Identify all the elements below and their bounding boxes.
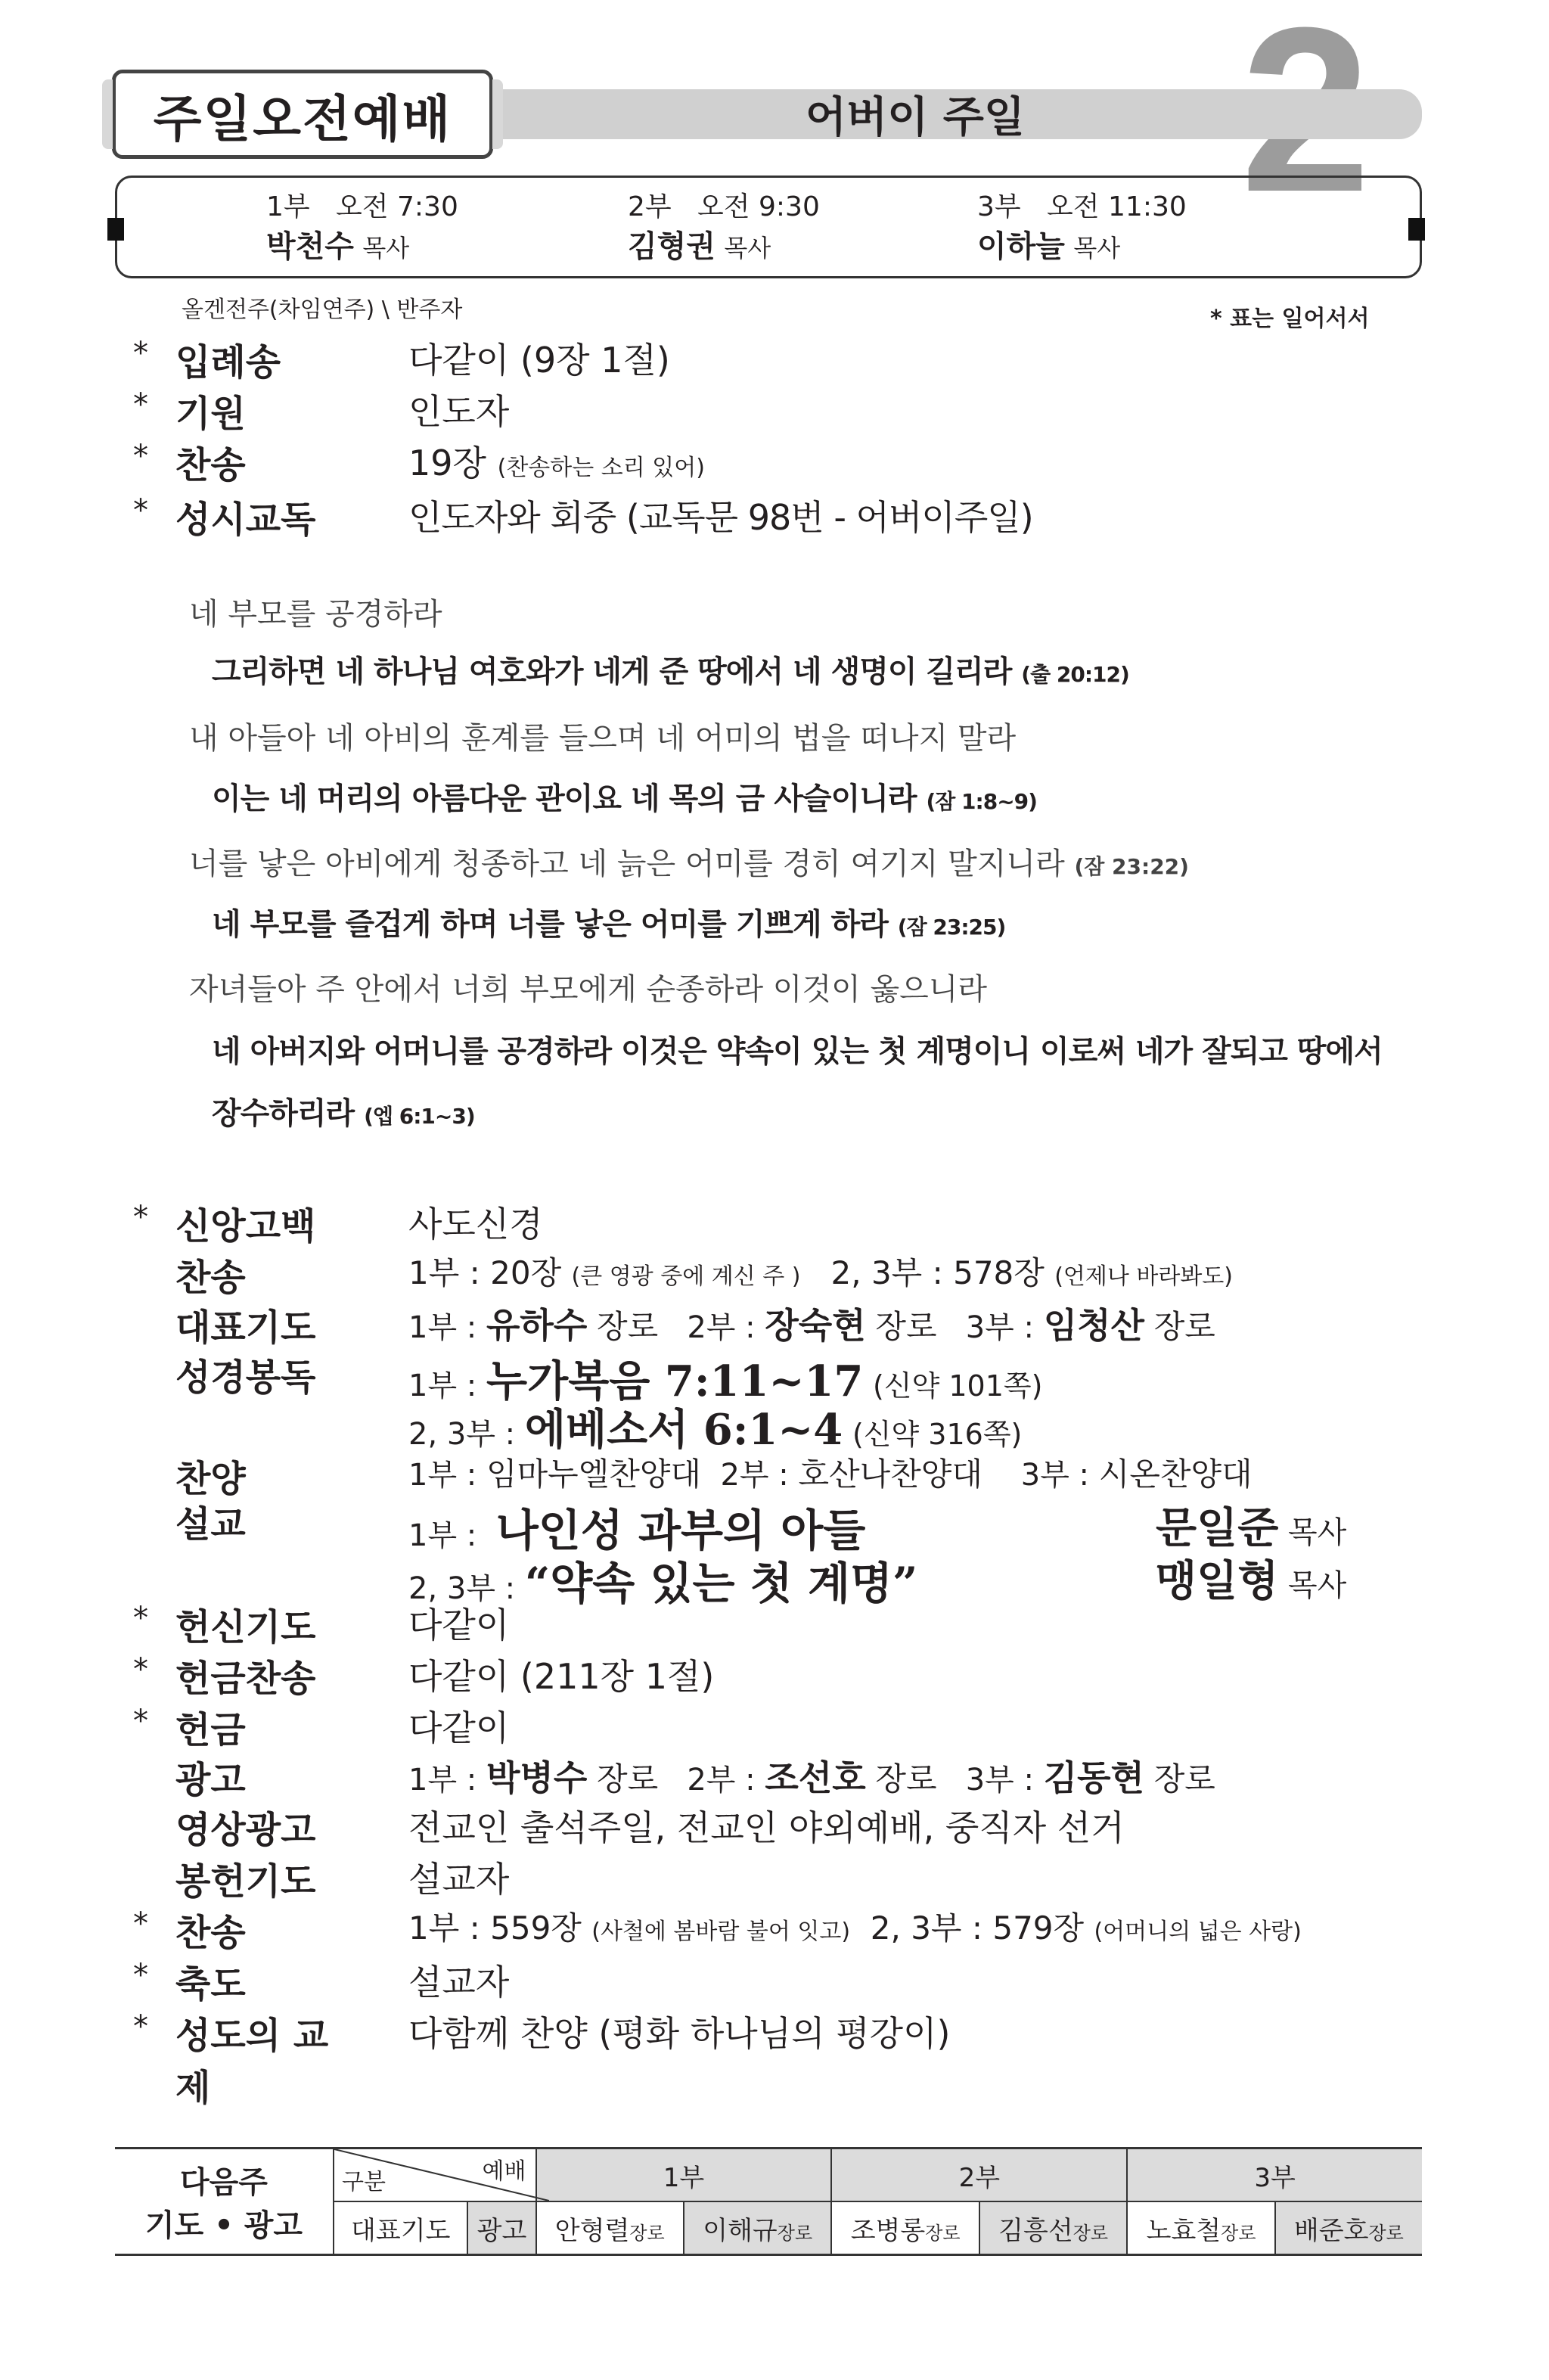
order-row-creed (0, 1197, 1549, 1247)
order-row-hymn-2 (0, 1248, 1549, 1298)
stand-marker: * (133, 1958, 148, 1993)
verse-lead: 내 아들아 네 아비의 훈계를 들으며 네 어미의 법을 떠나지 말라 (189, 721, 1017, 756)
name-cell: 노효철장로 (1127, 2201, 1274, 2255)
order-value: 전교인 출석주일, 전교인 야외예배, 중직자 선거 (408, 1807, 1125, 1848)
verse-lead: 너를 낳은 아비에게 청종하고 네 늙은 어미를 경히 여기지 말지니라 (잠 23:22) (189, 847, 1189, 881)
order-value: 설교자 (408, 1962, 510, 2002)
verse-response: 장수하리라 (엡 6:1~3) (212, 1096, 475, 1131)
pastor-name: 김형권 (628, 229, 716, 264)
order-row-closing-hymn (0, 1903, 1549, 1953)
order-label: 헌금찬송 (175, 1658, 316, 1700)
order-value: 1부 : 임마누엘찬양대 2부 : 호산나찬양대 3부 : 시온찬양대 (408, 1456, 1253, 1493)
pastor-title: 목사 (724, 234, 771, 263)
order-row-fellowship (0, 2006, 1549, 2109)
order-row-hymn (0, 436, 1549, 486)
name-cell: 김흥선장로 (979, 2201, 1127, 2255)
name-cell: 조병롱장로 (831, 2201, 979, 2255)
order-value: 다함께 찬양 (평화 하나님의 평강이) (408, 2013, 951, 2054)
verse-lead: 네 부모를 공경하라 (189, 597, 442, 632)
order-value: 2, 3부 : “약속 있는 첫 계명” (408, 1558, 918, 1609)
role-cell: 광고 (467, 2201, 535, 2255)
order-row-prayer (0, 1298, 1549, 1348)
stand-marker: * (133, 336, 148, 371)
order-label: 영상광고 (175, 1809, 316, 1851)
corner-label-right: 예배 (482, 2158, 526, 2185)
order-row-scripture (0, 1348, 1549, 1406)
order-label: 기원 (175, 393, 246, 435)
pastor-title: 목사 (1073, 234, 1121, 263)
order-label: 찬송 (175, 1912, 246, 1954)
stand-marker: * (133, 2009, 148, 2044)
role-cell: 대표기도 (334, 2201, 467, 2255)
column-header-2: 2부 (831, 2149, 1127, 2202)
order-row-responsive-reading (0, 490, 1549, 540)
order-label: 신앙고백 (175, 1205, 316, 1247)
verse-lead: 자녀들아 주 안에서 너희 부모에게 순종하라 이것이 옳으니라 (189, 972, 988, 1007)
order-label: 성시교독 (175, 499, 316, 541)
order-value: 인도자 (408, 391, 510, 432)
order-row-sermon (0, 1495, 1549, 1556)
verse-response: 그리하면 네 하나님 여호와가 네게 준 땅에서 네 생명이 길리라 (출 20:12) (212, 654, 1129, 689)
box-marker-right (1408, 218, 1425, 241)
stand-marker: * (133, 1906, 148, 1941)
column-header-3: 3부 (1127, 2149, 1422, 2202)
service-time: 오전 11:30 (1047, 191, 1187, 222)
pastor-name: 박천수 (266, 229, 354, 264)
order-row-benediction (0, 1955, 1549, 2005)
order-label: 대표기도 (175, 1307, 316, 1349)
sermon-preacher: 맹일형 목사 (1156, 1556, 1347, 1606)
stand-marker: * (133, 1200, 148, 1235)
service-time: 오전 9:30 (697, 191, 820, 222)
order-label: 설교 (175, 1503, 246, 1546)
order-row-announcements (0, 1751, 1549, 1801)
order-value: 다같이 (408, 1707, 510, 1748)
service-time: 오전 7:30 (336, 191, 458, 222)
order-row-dedication (0, 1598, 1549, 1648)
order-label: 성경봉독 (175, 1356, 316, 1399)
order-label: 축도 (175, 1963, 246, 2006)
order-row-invocation (0, 384, 1549, 434)
order-value: 19장 (찬송하는 소리 있어) (408, 443, 705, 483)
table-corner-cell (334, 2149, 536, 2202)
order-value: 사도신경 (408, 1204, 543, 1244)
order-label: 찬양 (175, 1458, 246, 1500)
stand-marker: * (133, 493, 148, 528)
order-value: 설교자 (408, 1859, 510, 1900)
order-value: 다같이 (408, 1605, 510, 1645)
name-cell: 안형렬장로 (536, 2201, 684, 2255)
name-cell: 배준호장로 (1275, 2201, 1422, 2255)
pastor-name: 이하늘 (977, 229, 1065, 264)
order-label: 헌신기도 (175, 1606, 316, 1648)
organist-note: 올겐전주(차임연주) \ 반주자 (182, 297, 463, 323)
order-label: 성도의 교제 (175, 2015, 329, 2109)
service-label: 1부 (266, 191, 310, 222)
verse-response: 이는 네 머리의 아름다운 관이요 네 목의 금 사슬이니라 (잠 1:8~9) (212, 781, 1037, 816)
order-label: 찬송 (175, 444, 246, 486)
stand-marker: * (133, 1652, 148, 1687)
order-row-video (0, 1801, 1549, 1850)
order-label: 봉헌기도 (175, 1860, 316, 1903)
service-2 (628, 188, 820, 268)
corner-label-left: 구분 (342, 2169, 386, 2195)
box-marker-left (107, 218, 124, 241)
page-subtitle: 어버이 주일 (806, 93, 1025, 142)
pastor-title: 목사 (362, 234, 410, 263)
page-title: 주일오전예배 (112, 70, 493, 159)
stand-marker: * (133, 387, 148, 422)
service-3 (977, 188, 1187, 268)
service-1 (266, 188, 458, 268)
order-value: 인도자와 회중 (교독문 98번 - 어버이주일) (408, 497, 1033, 538)
order-row-offering-hymn (0, 1649, 1549, 1699)
order-value: 1부 : 20장 (큰 영광 중에 계신 주 ) 2, 3부 : 578장 (언제나 바라봐도) (408, 1254, 1234, 1291)
order-value: 1부 : 누가복음 7:11~17 (신약 101쪽) (408, 1356, 1043, 1406)
order-value: 1부 : 박병수 장로 2부 : 조선호 장로 3부 : 김동현 장로 (408, 1757, 1215, 1798)
next-week-table (115, 2147, 1422, 2256)
order-label: 찬송 (175, 1257, 246, 1299)
order-value: 2, 3부 : 에베소서 6:1~4 (신약 316쪽) (408, 1405, 1023, 1455)
order-row-choir (0, 1449, 1549, 1499)
order-value: 1부 : 유하수 장로 2부 : 장숙현 장로 3부 : 임청산 장로 (408, 1305, 1215, 1346)
service-label: 2부 (628, 191, 672, 222)
order-row-entrance (0, 333, 1549, 383)
standing-note: * 표는 일어서서 (1210, 306, 1370, 332)
order-row-scripture-2 (0, 1397, 1549, 1455)
order-row-offering (0, 1701, 1549, 1751)
next-week-title: 다음주 기도 • 광고 (115, 2149, 334, 2255)
stand-marker: * (133, 1704, 148, 1738)
stand-marker: * (133, 439, 148, 474)
order-value: 1부 : 559장 (사철에 봄바람 불어 잇고) 2, 3부 : 579장 (어머니의 넓은 사랑) (408, 1909, 1302, 1947)
order-row-sermon-2 (0, 1548, 1549, 1609)
order-value: 다같이 (211장 1절) (408, 1656, 715, 1697)
stand-marker: * (133, 1601, 148, 1636)
order-label: 광고 (175, 1759, 246, 1801)
order-value: 1부 : 나인성 과부의 아들 (408, 1505, 866, 1556)
verse-response: 네 아버지와 어머니를 공경하라 이것은 약속이 있는 첫 계명이니 이로써 네가 잘되고 땅에서 (212, 1034, 1383, 1069)
service-label: 3부 (977, 191, 1021, 222)
column-header-1: 1부 (536, 2149, 832, 2202)
order-label: 입례송 (175, 341, 281, 384)
order-label: 헌금 (175, 1709, 246, 1751)
order-row-offering-prayer (0, 1852, 1549, 1902)
sermon-preacher: 문일준 목사 (1156, 1503, 1347, 1553)
verse-response: 네 부모를 즐겁게 하며 너를 낳은 어미를 기쁘게 하라 (잠 23:25) (212, 907, 1006, 942)
order-value: 다같이 (9장 1절) (408, 340, 670, 381)
name-cell: 이해규장로 (684, 2201, 831, 2255)
